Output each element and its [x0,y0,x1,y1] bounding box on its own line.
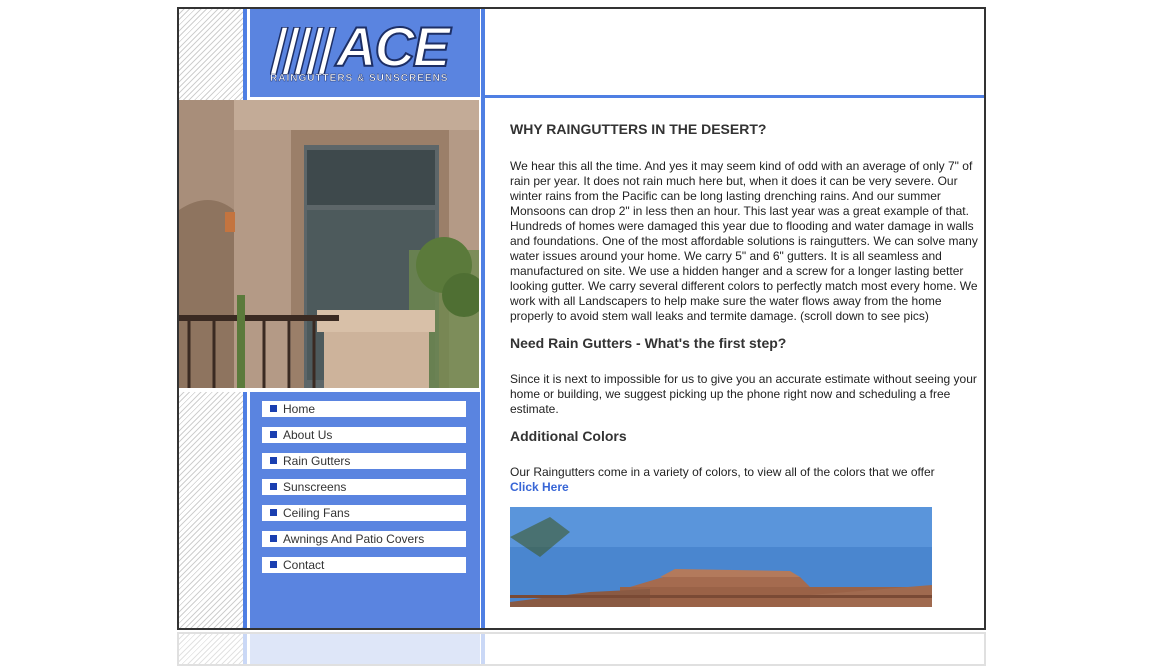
nav-item-label: Ceiling Fans [283,506,350,520]
bullet-icon [270,431,277,438]
divider-line-lower [243,634,247,664]
lower-frame [177,632,986,666]
header-divider [484,95,984,98]
nav-item-label: About Us [283,428,333,442]
nav-item-about-us[interactable] [262,427,466,443]
nav-item-rain-gutters[interactable] [262,453,466,469]
logo-name: ACE [336,15,449,78]
heading-first-step: Need Rain Gutters - What's the first step? [510,335,787,351]
click-here-link[interactable]: Click Here [510,480,569,494]
logo-stripes-icon [270,27,340,75]
divider-line-left-top [243,9,247,100]
nav-item-sunscreens[interactable] [262,479,466,495]
nav-item-label: Sunscreens [283,480,347,494]
roof-photo [510,507,932,607]
bullet-icon [270,509,277,516]
sidebar-nav [250,392,480,630]
paragraph-additional-colors: Our Raingutters come in a variety of colors, to view all of the colors that we offer [510,465,935,479]
heading-why-raingutters: WHY RAINGUTTERS IN THE DESERT? [510,121,767,137]
page-frame [177,7,986,630]
nav-item-label: Contact [283,558,325,572]
nav-item-ceiling-fans[interactable] [262,505,466,521]
bullet-icon [270,483,277,490]
divider-line-center [481,9,485,629]
logo[interactable] [250,9,480,97]
nav-item-awnings[interactable] [262,531,466,547]
bullet-icon [270,535,277,542]
bullet-icon [270,405,277,412]
divider-line-left-bottom [243,392,247,630]
hatch-bottom [179,392,243,630]
nav-item-home[interactable] [262,401,466,417]
bullet-icon [270,457,277,464]
nav-item-label: Home [283,402,316,416]
logo-tagline: RAINGUTTERS & SUNSCREENS [270,73,449,84]
bullet-icon [270,561,277,568]
heading-additional-colors: Additional Colors [510,428,627,444]
lower-blue-block [250,634,480,664]
hatch-lower [179,634,243,664]
divider-line-lower-center [481,634,485,664]
paragraph-why-raingutters: We hear this all the time. And yes it may seem kind of odd with an average of only 7" of rain per year. It does not rain much here but, when it does it can be very severe. Our winter rains from the Pacific can be long lasting drenching rains. And our summer Monsoons can drop 2" in less then an hour. This last year was a great example of that. Hundreds of homes were damaged this year due to flooding and water damage in walls and foundations. One of the most affordable solutions is raingutters. We can solve many water issues around your home. We carry 5" and 6" gutters. It is all seamless and manufactured on site. We use a hidden hanger and a screw for a longer lasting better looking gutter. We carry several different colors to perfectly match most every home. We work with all Landscapers to help make sure the water flows away from the home properly to avoid stem wall leaks and termite damage. (scroll down to see pics) [510,159,978,323]
paragraph-first-step: Since it is next to impossible for us to give you an accurate estimate without seeing your home or building, we suggest picking up the phone right now and scheduling a free estimate. [510,372,977,416]
house-photo [179,100,479,388]
nav-item-contact[interactable] [262,557,466,573]
main-content [510,113,982,607]
nav-item-label: Awnings And Patio Covers [283,532,425,546]
nav-item-label: Rain Gutters [283,454,351,468]
hatch-top [179,9,243,100]
